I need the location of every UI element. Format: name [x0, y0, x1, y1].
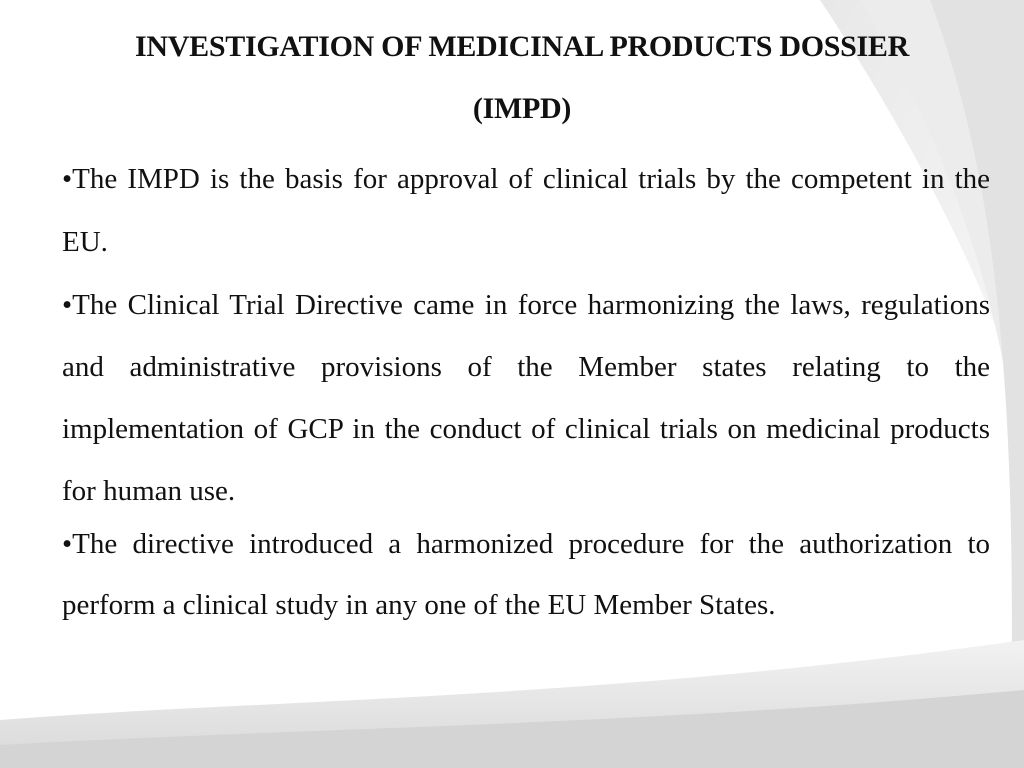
- bullet-list: [62, 148, 990, 636]
- slide-title: INVESTIGATION OF MEDICINAL PRODUCTS DOSSIER: [135, 30, 909, 63]
- slide-title-abbreviation: (IMPD): [472, 92, 572, 125]
- bullet-item: •The directive introduced a harmonized procedure for the authorization to perform a clinical study in any one of the EU Member States.: [62, 528, 990, 621]
- bullet-item: •The Clinical Trial Directive came in force harmonizing the laws, regulations and administrative provisions of the Member states relating to the implementation of GCP in the conduct of clinical trials on medicinal products for human use.: [62, 289, 990, 507]
- bullet-item: •The IMPD is the basis for approval of clinical trials by the competent in the EU.: [62, 163, 990, 258]
